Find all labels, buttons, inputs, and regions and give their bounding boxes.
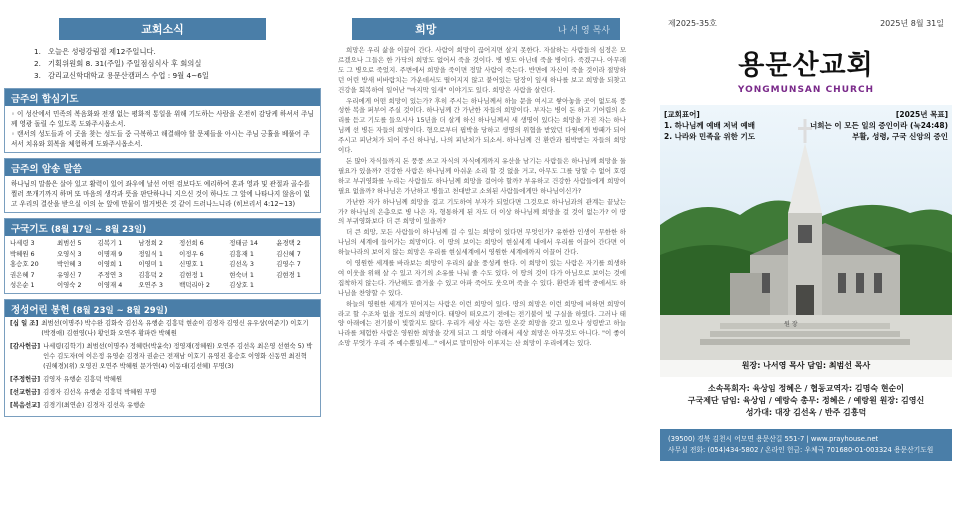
offering-names: 나세령(김학기) 최범선(이명주) 정혜란(박윤숙) 정영재(정혜원) 오연주 김선옥 최은영 선현숙 5) 박인수 김도자(여 이은정 유영순 김경자 권순근 전재남 이호기 유영진 홍승호 이영화 신동연 최진혁(권혜경)(위) 오영진 오연주 박혜원 문가연(4) 이동대(김선혜) 무명(3) bbox=[43, 342, 313, 370]
goal-line: 부활, 성령, 구국 신앙의 증인 bbox=[852, 132, 948, 141]
district-cell: 나세령 3 bbox=[10, 239, 35, 248]
sermon-banner bbox=[352, 18, 620, 40]
sermon-paragraph: 가난한 자가 하나님께 희망을 걸고 기도하여 부자가 되었다면 그것으로 하나님과의 관계는 끝났는가? 하나님의 은총으로 병 나은 자, 형통하게 된 자도 더 이상 하나님께 희망을 걸 것이 없는가? 이 땅의 부귀영화보다 더 큰 희망이 있을까? bbox=[338, 197, 626, 226]
prayer-section bbox=[4, 88, 321, 153]
news-text: 감리교신학대학교 용문산캠퍼스 수업 : 9월 4~6일 bbox=[48, 71, 209, 80]
offering-label: [복음선교] bbox=[10, 401, 41, 409]
district-cell: 남경희 2 bbox=[138, 239, 163, 248]
offering-row bbox=[10, 375, 315, 385]
church-name: 용문산교회 bbox=[738, 50, 874, 81]
district-cell: 박혜원 6 bbox=[10, 249, 35, 258]
motto-label: [교회표어] bbox=[664, 110, 700, 119]
district-row bbox=[9, 249, 316, 260]
sermon-body bbox=[332, 46, 640, 349]
district-row bbox=[9, 270, 316, 281]
verse-title: 금주의 암송 말씀 bbox=[5, 159, 320, 176]
address-line: (39500) 경북 김천시 어모면 용문산길 551-7 | www.prayhouse.net bbox=[668, 435, 879, 443]
offering-row bbox=[10, 388, 315, 398]
district-cell: 김영수 7 bbox=[276, 260, 301, 269]
sermon-paragraph: 더 큰 희망, 모든 사람들이 하나님께 걸 수 있는 희망이 있다면 무엇인가? 유한한 인생이 무한한 하나님의 세계에 들어가는 희망이다. 이 땅의 보이는 희망이 현실세계 내에서 우리를 이끌어 간다면 이 하늘나라의 보이지 않는 희망은 우리를 현실세계에서 영원한 세계에까지 이끌어 간다. bbox=[338, 228, 626, 257]
offering-row bbox=[10, 319, 315, 339]
offering-names: 김경자 김선옥 유행순 김흥덕 박혜원 무명 bbox=[43, 388, 157, 396]
offering-names: 최범선(이명주) 박수완 김화숙 김선옥 유행순 김흥덕 현순이 김경자 김영신 유우상(여준기) 이호기(박경애) 김현영(나) 황인화 오연주 황파란 박혜원 bbox=[41, 319, 309, 337]
prayer-item: ◦ 이 성산에서 민족의 복음화와 전쟁 없는 평화적 통일을 위해 기도하는 사람을 온전히 감당케 하셔서 주님께 영광 돌릴 수 있도록 도와주시옵소서. bbox=[11, 110, 314, 128]
issue-date: 2025년 8월 31일 bbox=[880, 19, 944, 28]
offering-names: 김경기(최연순) 김경자 김선옥 유행순 bbox=[43, 401, 146, 409]
district-cell: 오영식 3 bbox=[56, 249, 82, 258]
district-section bbox=[4, 218, 321, 294]
news-item bbox=[34, 58, 321, 70]
staff-line: 구국제단 담임: 육상임 / 예랑숙 총무: 정혜은 / 예랑원 원장: 김영신 bbox=[687, 396, 925, 405]
offering-label: [주정헌금] bbox=[10, 375, 41, 383]
district-cell: 김현경 1 bbox=[276, 270, 301, 279]
district-row bbox=[9, 280, 316, 291]
district-cell: 이영재 4 bbox=[97, 281, 123, 290]
offering-list bbox=[5, 317, 320, 416]
offering-header bbox=[5, 300, 320, 317]
motto-line: 2. 나라와 민족을 위한 기도 bbox=[664, 132, 755, 141]
goal-block bbox=[810, 109, 948, 142]
district-cell: 김흥재 1 bbox=[229, 249, 254, 258]
news-num: 1. bbox=[34, 47, 41, 56]
prayer-item: ◦ 랜서의 성도들과 이 곳을 찾는 성도들 중 극복하고 해결해야 할 문제들을 아시는 주님 긍휼을 베풀어 주셔서 치유와 회복을 체험하게 도와주시옵소서. bbox=[11, 130, 310, 148]
news-num: 2. bbox=[34, 59, 41, 68]
staff-list bbox=[660, 383, 952, 419]
offering-title: 정성어린 봉헌 bbox=[11, 304, 70, 316]
sermon-paragraph: 희망은 우리 삶을 이끌어 간다. 사람이 희망이 끊어지면 살지 못한다. 자살하는 사람들의 심정은 모르겠으나 그들은 한 가닥의 희망도 없어서 죽을 것이다. 병 병도 아닌데 죽을 병이다. 죽겠구나. 아무래도 그 병으로 죽었지. 주변에서 희망을 죽이면 정말 사람이 죽는다. 반면에 자신이 죽을 것이라 절망하던 어린 방새 비바람치는 가운데서도 떨어지지 않고 붙어있는 담장이 잎새 하나를 보고 희망을 되찾고 건강을 회복하여 일어난 "마지막 잎새" 이야기도 있다. 희망은 사람을 살린다. bbox=[338, 46, 626, 94]
district-cell: 김복기 1 bbox=[97, 239, 123, 248]
district-cell: 신명호 1 bbox=[179, 260, 204, 269]
news-banner bbox=[59, 18, 266, 40]
district-table bbox=[9, 238, 316, 291]
news-title: 교회소식 bbox=[141, 23, 184, 36]
sermon-paragraph: 하늘의 영원한 세계가 믿어지는 사람은 이런 희망이 있다. 땅의 희망은 이런 희망에 비하면 희망이라고 할 수조차 없을 정도의 희망이다. 태양이 떠오르기 전에는 전기불이 빛 구실을 하였다. 그러나 태양 아래에는 전기불이 빛깔지도 않다. 우리가 세상 사는 동안 온갖 희망을 갖고 있으나 성령받고 하늘나라를 체험한 사람은 영원한 희망을 갖게 되고 그 희망 아래서 세상 희망은 아무것도 아니다. "이 좋이 소망 무엇가 우리 주 예수뿐일세..." 에서로 말미암아 이루지는 산 희망이 우리에게는 있다. bbox=[338, 299, 626, 348]
prayer-title: 금주의 합심기도 bbox=[5, 89, 320, 106]
district-title: 구국기도 bbox=[11, 224, 48, 235]
motto-block bbox=[664, 109, 755, 142]
goal-label: [2025년 목표] bbox=[895, 110, 948, 119]
district-cell: 김상호 1 bbox=[229, 281, 254, 290]
offering-label: [십 일 조] bbox=[10, 319, 39, 327]
district-cell: 이정우 6 bbox=[179, 249, 204, 258]
district-cell: 유영신 7 bbox=[56, 270, 82, 279]
district-cell: 오연주 3 bbox=[138, 281, 163, 290]
district-range: (8월 17일 ~ 8월 23일) bbox=[51, 225, 147, 235]
offering-section bbox=[4, 299, 321, 417]
news-item bbox=[34, 46, 321, 58]
district-cell: 정태금 14 bbox=[229, 239, 258, 248]
news-num: 3. bbox=[34, 71, 41, 80]
district-cell: 정선희 6 bbox=[179, 239, 204, 248]
offering-row bbox=[10, 342, 315, 372]
district-cell: 권은혜 7 bbox=[10, 270, 35, 279]
goal-line: 너희는 이 모든 일의 증인이라 (눅24:48) bbox=[810, 121, 948, 130]
district-cell: 백덕리아 2 bbox=[179, 281, 210, 290]
sermon-paragraph: 우리에게 어떤 희망이 있는가? 후히 주시는 하나님께서 하늘 문을 여시고 쌓아놓을 곳이 없도록 풍성한 복을 퍼부어 주실 것이다. 하나님께 간 가난한 자들의 희망이다. 부자는 병이 돈 하고 기어렵의 소리를 듣고 기도를 들으시사 15년을 더 살게 하신 하나님께서 새 생명이 있다는 희망을 가진 자는 하나님께 선 병든 자들의 희망이다. 형으로부터 핍박을 당하고 생명의 위협을 받았던 다윗에게 방패가 되어 주시고 피난처가 되어 주신 하나님, 나의 피난처가 되소서. 하나님께 건 환란과 핍박받는 자들의 희망이다. bbox=[338, 96, 626, 155]
sermon-paragraph: 돈 많아 자식들까지 돈 풍풍 쓰고 자식의 자식에게까지 유산을 남기는 사람들은 하나님께 희망을 둘 필요가 있을까? 건강한 사람은 하나님께 아쉬운 소리 할 것 없을 거고, 아무도 그를 당할 수 없어 호령하고 부귀영화를 누리는 사람들도 하나님께 희망을 걸어야 할까? 부유하고 건강한 사람들에게 희망이 필요 없을까? 하나님은 가난하고 병들고 천대받고 소외된 사람들에게만 하나님이신가? bbox=[338, 156, 626, 195]
verse-section bbox=[4, 158, 321, 213]
address-box bbox=[660, 429, 952, 461]
sermon-author: 나 서 영 목사 bbox=[557, 25, 610, 36]
district-cell: 성은순 1 bbox=[10, 281, 35, 290]
news-text: 기획위원회 8. 31(주일) 주일점심식사 후 회의실 bbox=[48, 59, 202, 68]
church-photo bbox=[660, 105, 952, 377]
news-text: 오늘은 성령강림절 제12주일니다. bbox=[48, 47, 156, 56]
district-cell: 현숙녀 1 bbox=[229, 270, 254, 279]
offering-range: (8월 23일 ~ 8월 29일) bbox=[72, 305, 168, 316]
offering-label: [감사헌금] bbox=[10, 342, 41, 350]
district-cell: 이영숙 2 bbox=[56, 281, 82, 290]
district-cell: 홍승호 20 bbox=[10, 260, 39, 269]
church-building-image bbox=[660, 105, 952, 377]
district-row bbox=[9, 259, 316, 270]
motto-line: 1. 하나님께 예배 저녁 예배 bbox=[664, 121, 755, 130]
district-cell: 박인혜 3 bbox=[56, 260, 82, 269]
sermon-paragraph: 이 영원한 세계를 바라보는 희망이 우리의 삶을 풍성케 한다. 이 희망이 있는 사람은 자기를 희생하여 이웃을 위해 살 수 있고 자기의 소유를 나눠 줄 수도 있다. 이 땅의 것이 다가 아님으로 보이는 것에 집착하지 않는다. 가난해도 즐거울 수 있고 아파 죽어도 웃으며 죽을 수 있다. 환란과 핍박 중에서도 하나님을 찬양할 수 있다. bbox=[338, 259, 626, 297]
sermon-title: 희망 bbox=[415, 23, 437, 36]
district-cell: 이영미 1 bbox=[138, 260, 163, 269]
issue-number: 제2025-35호 bbox=[668, 19, 717, 28]
middle-panel bbox=[326, 0, 644, 528]
district-cell: 이명재 9 bbox=[97, 249, 123, 258]
news-item bbox=[34, 70, 321, 82]
district-cell: 김현정 1 bbox=[179, 270, 204, 279]
district-cell: 김흥덕 2 bbox=[138, 270, 163, 279]
left-panel bbox=[0, 0, 325, 528]
offering-label: [선교헌금] bbox=[10, 388, 41, 396]
offering-row bbox=[10, 401, 315, 411]
district-cell: 윤경택 2 bbox=[276, 239, 301, 248]
district-cell: 정일식 1 bbox=[138, 249, 163, 258]
district-cell bbox=[275, 280, 316, 291]
district-cell: 주정연 3 bbox=[97, 270, 123, 279]
contact-line: 사무실 전화: (054)434-5802 / 온라인 헌금: 우체국 701680-01-003324 용문산기도원 bbox=[668, 446, 934, 454]
pastor-caption: 원장: 나서영 목사 담임: 최범선 목사 bbox=[741, 361, 871, 370]
offering-names: 김영자 유행순 김흥덕 박혜원 bbox=[43, 375, 123, 383]
verse-text: 하나님의 말씀은 살아 있고 활력이 있어 좌우에 날선 어떤 검보다도 예리하여 혼과 영과 및 관절과 골수를 찔러 쪼개기까지 하며 또 마음의 생각과 뜻을 판단하나니 지으신 것이 하나도 그 앞에 나타나지 않음이 없고 우리의 결산을 받으실 이의 눈 앞에 만물이 벌거벗은 것 같이 드러나느니라 (히브리서 4:12~13) bbox=[11, 180, 310, 208]
cover-panel bbox=[650, 0, 960, 528]
staff-line: 소속목회자: 육상임 정혜은 / 협동교역자: 김명숙 현순이 bbox=[707, 384, 905, 393]
staff-line: 성가대: 대장 김선옥 / 반주 김흥덕 bbox=[745, 408, 867, 417]
district-cell: 최범선 5 bbox=[56, 239, 82, 248]
issue-row bbox=[660, 18, 952, 29]
district-header bbox=[5, 219, 320, 236]
district-cell: 김신혜 7 bbox=[276, 249, 301, 258]
church-english-name: YONGMUNSAN CHURCH bbox=[737, 85, 875, 95]
district-cell: 이영희 1 bbox=[97, 260, 123, 269]
building-sign: 원 장 bbox=[784, 321, 798, 328]
news-list bbox=[4, 46, 321, 82]
district-cell: 김선옥 3 bbox=[229, 260, 254, 269]
district-row bbox=[9, 238, 316, 249]
